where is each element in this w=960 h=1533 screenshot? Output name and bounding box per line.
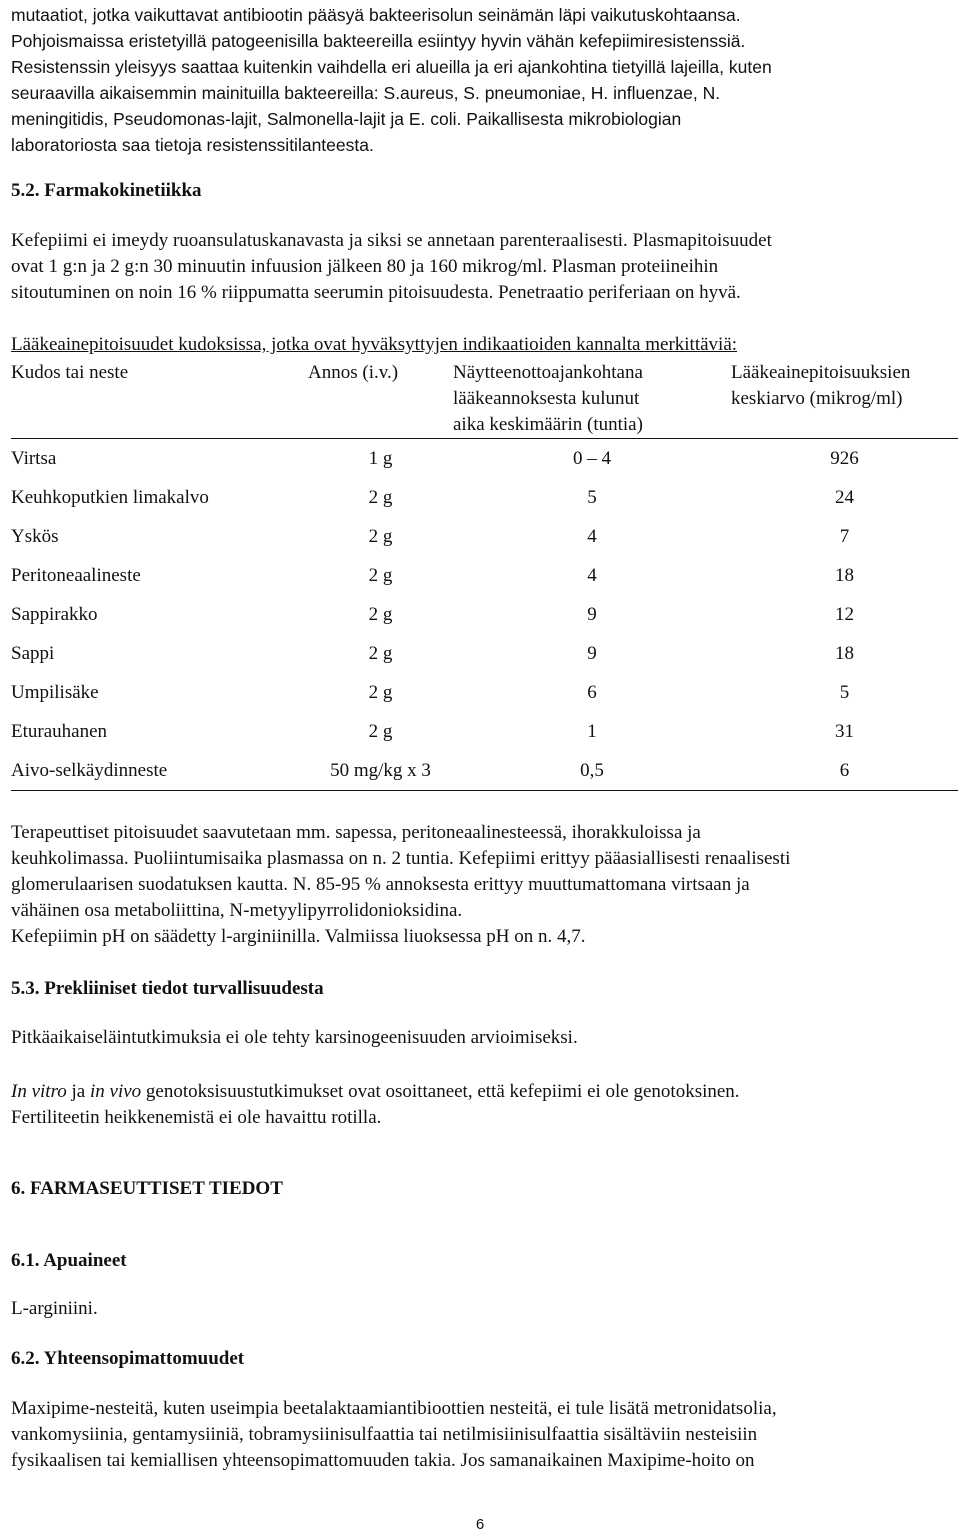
incompatibilities-paragraph <box>11 1396 956 1474</box>
cell-concentration: 6 <box>731 751 958 791</box>
text-line <box>11 106 956 132</box>
section-heading-6: 6. FARMASEUTTISET TIEDOT <box>11 1178 283 1199</box>
cell-concentration: 18 <box>835 565 854 586</box>
text-span: Plasmapitoisuudet <box>627 230 772 251</box>
cell-dose: 2 g <box>368 721 393 742</box>
elimination-paragraph <box>11 820 956 950</box>
italic-term: in vivo <box>89 1081 142 1102</box>
text-line: vähäinen osa metaboliittina, N-metyylipyrrolidonioksidina. <box>11 900 463 921</box>
table-row <box>11 712 958 751</box>
cell-concentration: 31 <box>835 721 854 742</box>
cell-time: 9 <box>587 604 597 625</box>
text-line: sitoutuminen on noin 16 % riippumatta seerumin pitoisuudesta. Penetraatio periferiaan on hyvä. <box>11 282 741 303</box>
page-number: 6 <box>475 1516 485 1533</box>
cell-time: 0,5 <box>453 751 731 791</box>
text-span: ovat 1 g:n ja 2 g:n 30 minuutin infuusion jälkeen 80 ja 160 mikrog/ml. <box>11 256 548 277</box>
cell-tissue: Sappi <box>11 643 55 664</box>
tissue-concentration-table <box>11 360 958 791</box>
preclinical-paragraph-2 <box>11 1079 956 1131</box>
preclinical-paragraph-1: Pitkäaikaiseläintutkimuksia ei ole tehty karsinogeenisuuden arvioimiseksi. <box>11 1027 578 1048</box>
cell-concentration: 18 <box>835 643 854 664</box>
section-heading-6-1: 6.1. Apuaineet <box>11 1250 127 1271</box>
text-span: genotoksisuustutkimukset ovat osoittaneet, että kefepiimi ei ole genotoksinen. <box>141 1081 740 1102</box>
text-line: glomerulaarisen suodatuksen kautta. N. 85-95 % annoksesta erittyy muuttumattomana virtsaan ja <box>11 874 750 895</box>
cell-tissue: Eturauhanen <box>11 721 108 742</box>
section-heading-5-2: 5.2. Farmakokinetiikka <box>11 180 202 201</box>
header-line: aika keskimäärin (tuntia) <box>453 414 643 435</box>
excipients-text: L-arginiini. <box>11 1298 98 1319</box>
text-line: laboratoriosta saa tietoja resistenssitilanteesta. <box>11 135 374 155</box>
table-row <box>11 517 958 556</box>
cell-tissue: Yskös <box>11 526 59 547</box>
text-line <box>11 228 956 254</box>
section-heading-5-3: 5.3. Prekliiniset tiedot turvallisuudesta <box>11 978 324 999</box>
table-caption: Lääkeainepitoisuudet kudoksissa, jotka ovat hyväksyttyjen indikaatioiden kannalta merkittäviä: <box>11 334 738 355</box>
table-header-row <box>11 360 958 439</box>
cell-time: 1 <box>587 721 597 742</box>
table-row <box>11 673 958 712</box>
text-line: Maxipime-nesteitä, kuten useimpia beetalaktaamiantibioottien nesteitä, ei tule lisätä metronidatsolia, <box>11 1398 777 1419</box>
cell-time: 9 <box>587 643 597 664</box>
text-line: Kefepiimin pH on säädetty l-arginiinilla. Valmiissa liuoksessa pH on n. 4,7. <box>11 926 586 947</box>
header-time <box>453 360 731 439</box>
section-heading-6-2: 6.2. Yhteensopimattomuudet <box>11 1348 245 1369</box>
intro-paragraph <box>11 2 956 158</box>
text-span: ja <box>66 1081 90 1102</box>
header-dose: Annos (i.v.) <box>308 362 399 383</box>
text-line: keuhkolimassa. Puoliintumisaika plasmassa on n. 2 tuntia. Kefepiimi erittyy pääasiallisesti renaalisesti <box>11 848 791 869</box>
table-row <box>11 478 958 517</box>
cell-dose: 50 mg/kg x 3 <box>308 751 453 791</box>
cell-tissue: Aivo-selkäydinneste <box>11 751 308 791</box>
cell-dose: 2 g <box>368 604 393 625</box>
cell-dose: 2 g <box>368 643 393 664</box>
text-line <box>11 254 956 280</box>
table-row <box>11 556 958 595</box>
cell-concentration: 5 <box>839 682 850 703</box>
table-row <box>11 595 958 634</box>
cell-time: 0 – 4 <box>573 448 611 469</box>
text-line: Terapeuttiset pitoisuudet saavutetaan mm. sapessa, peritoneaalinesteessä, ihorakkuloissa ja <box>11 822 701 843</box>
cell-concentration: 12 <box>835 604 854 625</box>
table-row <box>11 634 958 673</box>
cell-tissue: Umpilisäke <box>11 682 99 703</box>
cell-dose: 2 g <box>368 487 393 508</box>
text-line: vankomysiinia, gentamysiiniä, tobramysiinisulfaattia tai netilmisiinisulfaattia sisältäviin nesteisiin <box>11 1424 758 1445</box>
header-concentration <box>731 360 958 439</box>
cell-time: 4 <box>587 565 597 586</box>
cell-concentration: 7 <box>839 526 850 547</box>
text-line: Fertiliteetin heikkenemistä ei ole havaittu rotilla. <box>11 1107 382 1128</box>
text-line: Pohjoismaissa eristetyillä patogeenisilla bakteereilla esiintyy hyvin vähän kefepiimiresistenssiä. <box>11 31 746 51</box>
cell-dose: 2 g <box>368 565 393 586</box>
text-span: meningitidis, Pseudomonas-lajit, Salmonella-lajit ja E. coli. <box>11 109 462 129</box>
text-line: mutaatiot, jotka vaikuttavat antibiootin pääsyä bakteerisolun seinämän läpi vaikutuskohtaansa. <box>11 5 741 25</box>
cell-tissue: Virtsa <box>11 448 57 469</box>
cell-dose: 1 g <box>368 448 393 469</box>
text-line: Resistenssin yleisyys saattaa kuitenkin vaihdella eri alueilla ja eri ajankohtina tietyillä lajeilla, kuten <box>11 57 772 77</box>
pk-paragraph <box>11 228 956 306</box>
text-span: Kefepiimi ei imeydy ruoansulatuskanavasta ja siksi se annetaan parenteraalisesti. <box>11 230 628 251</box>
cell-dose: 2 g <box>368 526 393 547</box>
cell-tissue: Keuhkoputkien limakalvo <box>11 487 209 508</box>
text-line: seuraavilla aikaisemmin mainituilla bakteereilla: S.aureus, S. pneumoniae, H. influenzae, N. <box>11 83 721 103</box>
table-row <box>11 751 958 791</box>
cell-concentration: 24 <box>835 487 854 508</box>
table-row <box>11 439 958 479</box>
header-line: Lääkeainepitoisuuksien <box>731 362 911 383</box>
cell-time: 5 <box>587 487 597 508</box>
cell-tissue: Peritoneaalineste <box>11 565 141 586</box>
cell-time: 6 <box>587 682 597 703</box>
cell-time: 4 <box>587 526 597 547</box>
header-line: Näytteenottoajankohtana <box>453 362 643 383</box>
cell-concentration: 926 <box>830 448 859 469</box>
header-line: keskiarvo (mikrog/ml) <box>731 388 903 409</box>
italic-term: In vitro <box>11 1081 67 1102</box>
header-tissue: Kudos tai neste <box>11 362 129 383</box>
text-span: Paikallisesta mikrobiologian <box>461 109 682 129</box>
cell-tissue: Sappirakko <box>11 604 98 625</box>
header-line: lääkeannoksesta kulunut <box>453 388 640 409</box>
text-span: Plasman proteiineihin <box>547 256 719 277</box>
text-line <box>11 1079 956 1105</box>
cell-dose: 2 g <box>368 682 393 703</box>
text-line: fysikaalisen tai kemiallisen yhteensopimattomuuden takia. Jos samanaikainen Maxipime-hoito on <box>11 1450 755 1471</box>
